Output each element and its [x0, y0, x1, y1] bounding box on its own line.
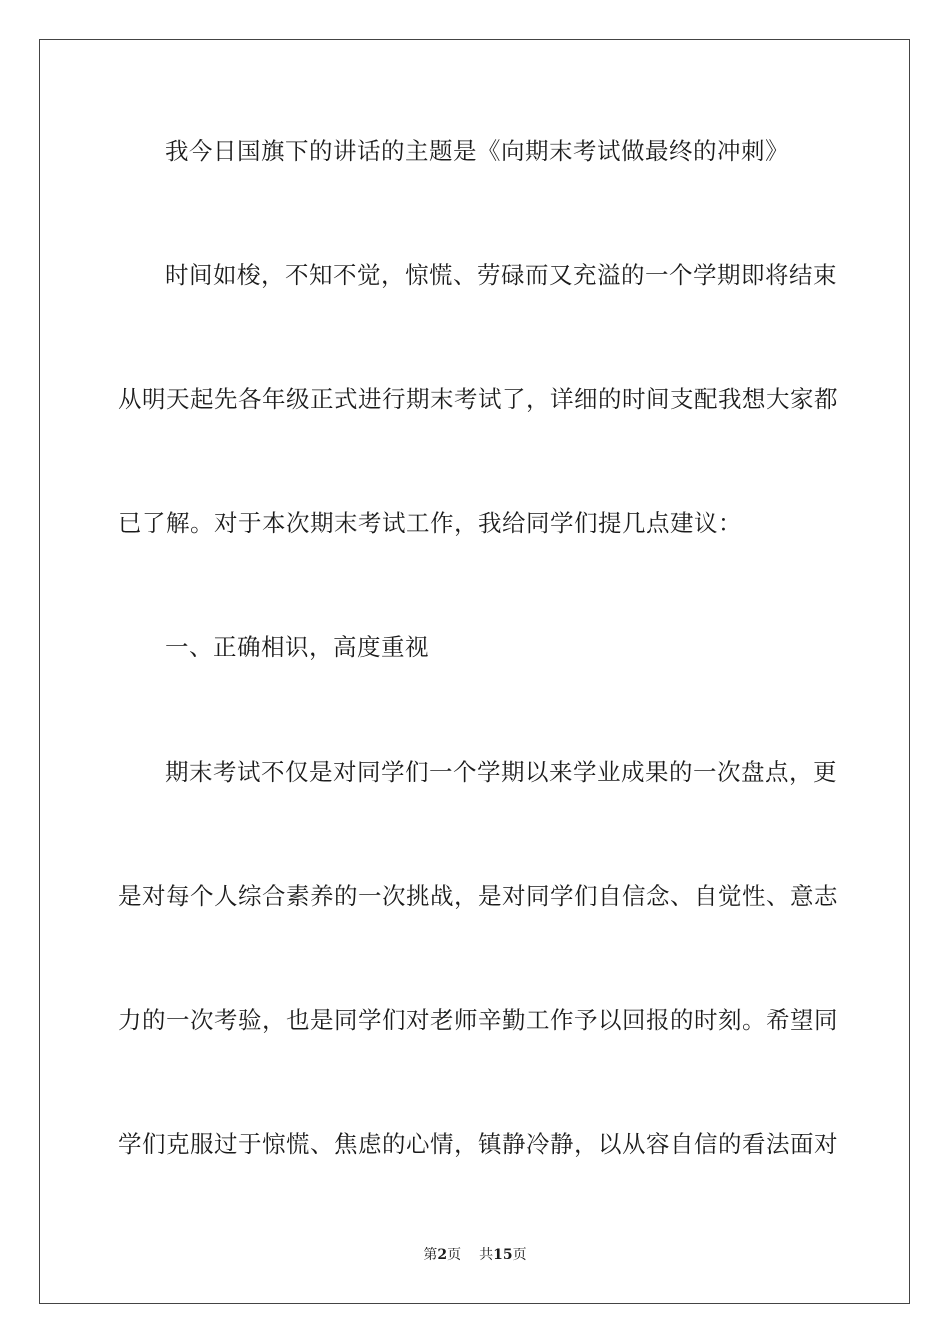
paragraph-line: 时间如梭，不知不觉，惊慌、劳碌而又充溢的一个学期即将结束 [165, 261, 837, 289]
paragraph-line: 从明天起先各年级正式进行期末考试了，详细的时间支配我想大家都 [118, 385, 838, 413]
section-heading: 一、正确相识，高度重视 [165, 633, 429, 661]
page-suffix: 页 [447, 1247, 462, 1263]
paragraph-line: 已了解。对于本次期末考试工作，我给同学们提几点建议： [118, 509, 742, 537]
total-prefix: 共 [479, 1247, 494, 1263]
speech-topic-line: 我今日国旗下的讲话的主题是《向期末考试做最终的冲刺》 [165, 137, 789, 165]
paragraph-line: 是对每个人综合素养的一次挑战，是对同学们自信念、自觉性、意志 [118, 882, 838, 910]
page-footer [0, 1246, 950, 1264]
paragraph-line: 学们克服过于惊慌、焦虑的心情，镇静冷静，以从容自信的看法面对 [118, 1130, 838, 1158]
paragraph-line: 期末考试不仅是对同学们一个学期以来学业成果的一次盘点，更 [165, 758, 837, 786]
total-suffix: 页 [512, 1247, 527, 1263]
page-frame [39, 39, 910, 1304]
page-prefix: 第 [423, 1247, 438, 1263]
total-pages: 15 [493, 1247, 513, 1263]
page-number: 2 [437, 1247, 448, 1263]
paragraph-line: 力的一次考验，也是同学们对老师辛勤工作予以回报的时刻。希望同 [118, 1006, 838, 1034]
